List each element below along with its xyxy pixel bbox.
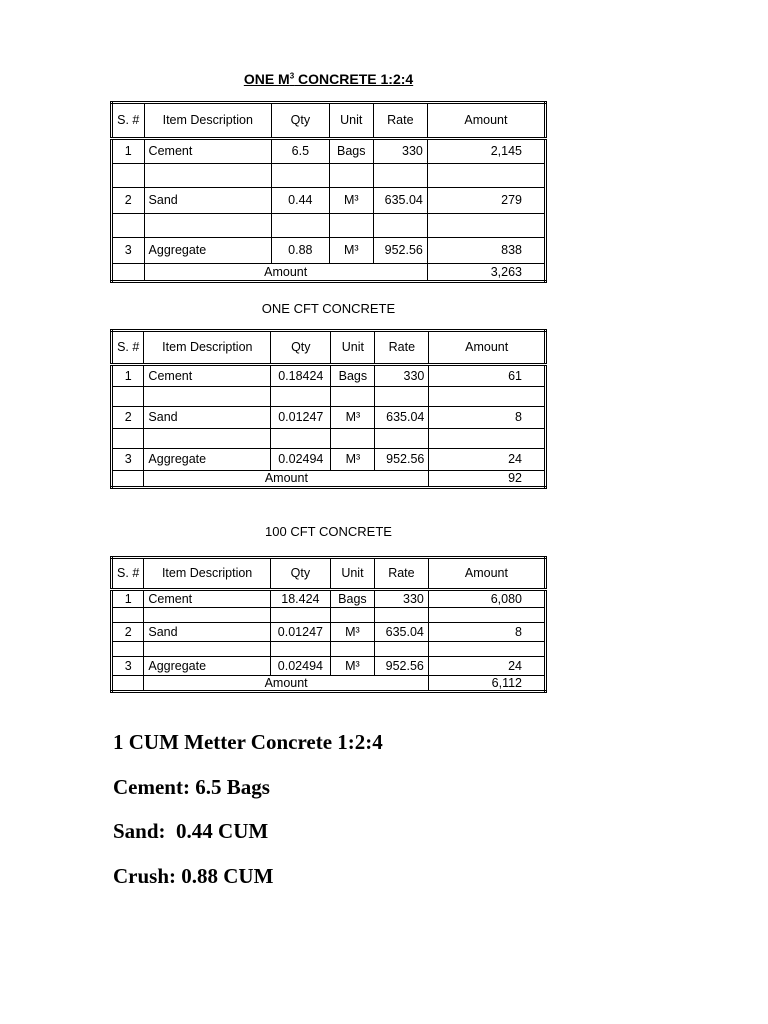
cell-amount: 838 [427, 238, 545, 264]
header-rate: Rate [375, 331, 429, 365]
cell-rate: 635.04 [374, 623, 428, 642]
table-row [112, 623, 546, 642]
table-row [112, 188, 546, 214]
table-row [112, 407, 546, 429]
header-description: Item Description [144, 331, 271, 365]
cell-rate: 952.56 [374, 657, 428, 676]
cell-qty: 0.88 [272, 238, 330, 264]
cell-unit: Bags [330, 590, 374, 608]
cell-description: Cement [144, 365, 271, 387]
cell-unit: M³ [331, 449, 375, 471]
cell-description: Aggregate [144, 657, 271, 676]
cell-sn: 3 [112, 657, 144, 676]
notes-heading: 1 CUM Metter Concrete 1:2:4 [113, 730, 383, 754]
cell-qty: 0.02494 [271, 449, 331, 471]
header-unit: Unit [330, 558, 374, 590]
total-value: 6,112 [428, 676, 545, 692]
cell-description: Cement [144, 590, 271, 608]
cell-sn: 3 [112, 238, 145, 264]
spacer-row [112, 608, 546, 623]
cell-qty: 0.44 [272, 188, 330, 214]
cell-amount: 61 [429, 365, 546, 387]
cell-rate: 635.04 [375, 407, 429, 429]
section-1-title-sup: 3 [289, 71, 295, 81]
table-row [112, 365, 546, 387]
cell-qty: 0.02494 [270, 657, 330, 676]
header-amount: Amount [427, 103, 545, 139]
cell-qty: 18.424 [270, 590, 330, 608]
cell-qty: 0.01247 [271, 407, 331, 429]
cell-unit: Bags [331, 365, 375, 387]
cell-unit: M³ [330, 623, 374, 642]
spacer-row [112, 642, 546, 657]
notes-cement: Cement: 6.5 Bags [113, 774, 270, 799]
cell-sn: 2 [112, 623, 144, 642]
table-row [112, 590, 546, 608]
header-rate: Rate [373, 103, 427, 139]
table-row [112, 139, 546, 164]
cell-rate: 330 [373, 139, 427, 164]
header-unit: Unit [329, 103, 373, 139]
header-sn: S. # [112, 558, 144, 590]
cell-amount: 24 [428, 657, 545, 676]
cell-description: Sand [144, 623, 271, 642]
cell-unit: M³ [330, 657, 374, 676]
header-description: Item Description [144, 558, 271, 590]
cell-amount: 8 [429, 407, 546, 429]
cell-unit: M³ [331, 407, 375, 429]
header-amount: Amount [428, 558, 545, 590]
header-amount: Amount [429, 331, 546, 365]
table-header-row [112, 558, 546, 590]
header-description: Item Description [144, 103, 271, 139]
cell-description: Sand [144, 407, 271, 429]
header-qty: Qty [270, 558, 330, 590]
table-header-row [112, 331, 546, 365]
cell-sn: 2 [112, 407, 144, 429]
spacer-row [112, 429, 546, 449]
cell-sn: 3 [112, 449, 144, 471]
table-row [112, 657, 546, 676]
header-qty: Qty [271, 331, 331, 365]
cell-sn: 1 [112, 590, 144, 608]
table-row [112, 238, 546, 264]
cell-description: Sand [144, 188, 271, 214]
header-sn: S. # [112, 331, 144, 365]
section-1-title-pre: ONE M [243, 71, 290, 87]
section-2-table [110, 329, 547, 489]
total-row [112, 676, 546, 692]
cell-unit: M³ [329, 238, 373, 264]
cell-unit: Bags [329, 139, 373, 164]
section-3-table [110, 556, 547, 693]
table-header-row [112, 103, 546, 139]
total-row [112, 264, 546, 282]
notes-crush: Crush: 0.88 CUM [113, 863, 274, 888]
cell-amount: 24 [429, 449, 546, 471]
header-unit: Unit [331, 331, 375, 365]
cell-rate: 635.04 [373, 188, 427, 214]
total-value: 92 [429, 471, 546, 488]
cell-sn: 2 [112, 188, 145, 214]
total-label: Amount [144, 676, 429, 692]
cell-unit: M³ [329, 188, 373, 214]
table-row [112, 449, 546, 471]
cell-description: Aggregate [144, 449, 271, 471]
section-1-title-post: CONCRETE 1:2:4 [294, 71, 414, 87]
cell-rate: 952.56 [373, 238, 427, 264]
header-qty: Qty [272, 103, 330, 139]
cell-qty: 6.5 [272, 139, 330, 164]
cell-qty: 0.01247 [270, 623, 330, 642]
total-label: Amount [144, 471, 429, 488]
notes-sand: Sand: 0.44 CUM [113, 819, 269, 843]
cell-rate: 952.56 [375, 449, 429, 471]
section-1-table [110, 101, 547, 283]
spacer-row [112, 164, 546, 188]
cell-sn: 1 [112, 139, 145, 164]
spacer-row [112, 214, 546, 238]
cell-amount: 6,080 [428, 590, 545, 608]
section-1-title [110, 71, 547, 87]
total-value: 3,263 [427, 264, 545, 282]
cell-amount: 2,145 [427, 139, 545, 164]
cell-amount: 279 [427, 188, 545, 214]
total-row [112, 471, 546, 488]
cell-description: Cement [144, 139, 271, 164]
section-2-title: ONE CFT CONCRETE [261, 301, 396, 316]
section-3-title: 100 CFT CONCRETE [265, 524, 392, 539]
cell-rate: 330 [375, 365, 429, 387]
summary-notes [113, 730, 383, 908]
header-sn: S. # [112, 103, 145, 139]
total-label: Amount [144, 264, 427, 282]
cell-sn: 1 [112, 365, 144, 387]
cell-amount: 8 [428, 623, 545, 642]
cell-description: Aggregate [144, 238, 271, 264]
header-rate: Rate [374, 558, 428, 590]
spacer-row [112, 387, 546, 407]
cell-rate: 330 [374, 590, 428, 608]
cell-qty: 0.18424 [271, 365, 331, 387]
